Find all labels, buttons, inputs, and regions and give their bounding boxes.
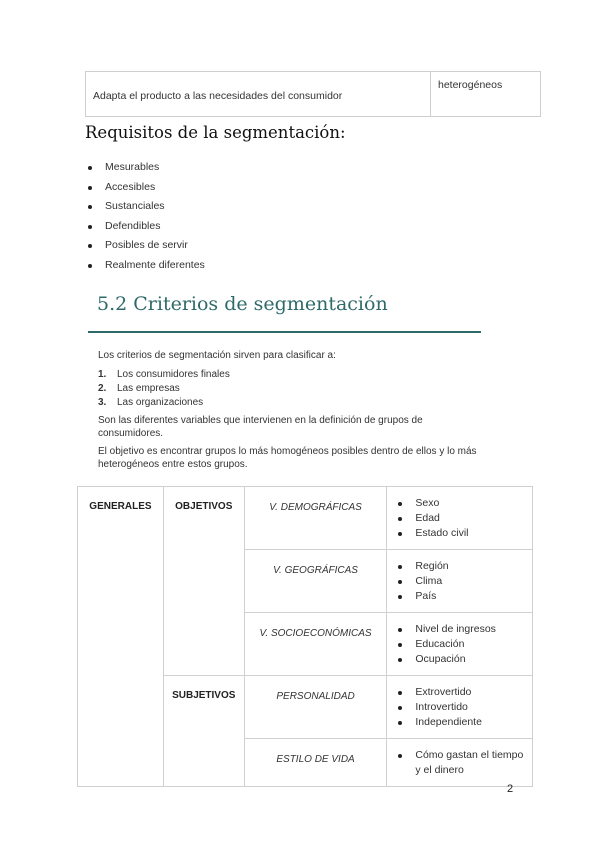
page-number: 2: [507, 783, 514, 795]
numbered-item: [98, 368, 478, 382]
numbered-item: [98, 382, 478, 396]
list-item: Realmente diferentes: [86, 256, 205, 276]
items-cell: [387, 676, 533, 739]
items-list: [397, 622, 528, 667]
objective-paragraph: El objetivo es encontrar grupos lo más homogéneos posibles dentro de ellos y lo más heterogéneos entre estos grupos.: [98, 446, 477, 470]
variable-cell: ESTILO DE VIDA: [244, 739, 387, 787]
list-item: Sustanciales: [86, 197, 205, 217]
items-list: [397, 748, 528, 778]
items-cell: [387, 613, 533, 676]
requisitos-title: Requisitos de la segmentación:: [85, 123, 346, 142]
items-list: [397, 496, 528, 541]
list-item: Cómo gastan el tiempo y el dinero: [397, 748, 528, 778]
section-title: 5.2 Criterios de segmentación: [97, 293, 388, 315]
subjetivos-cell: SUBJETIVOS: [163, 676, 244, 787]
item-text: Las organizaciones: [117, 397, 204, 408]
items-cell: [387, 550, 533, 613]
list-item: Ocupación: [397, 652, 528, 667]
list-item: País: [397, 589, 528, 604]
items-cell: [387, 739, 533, 787]
numbered-item: [98, 396, 478, 410]
list-item: Defendibles: [86, 217, 205, 237]
intro-paragraph: Los criterios de segmentación sirven para clasificar a:: [98, 350, 336, 361]
variable-cell: V. SOCIOECONÓMICAS: [244, 613, 387, 676]
list-item: Región: [397, 559, 528, 574]
numbered-list: [98, 368, 478, 410]
list-item: Clima: [397, 574, 528, 589]
section-intro: [98, 349, 478, 471]
list-item: Edad: [397, 511, 528, 526]
list-item: Educación: [397, 637, 528, 652]
items-list: [397, 559, 528, 604]
objetivos-cell: OBJETIVOS: [163, 487, 244, 676]
variable-cell: PERSONALIDAD: [244, 676, 387, 739]
list-item: Independiente: [397, 715, 528, 730]
definition-paragraph: Son las diferentes variables que intervienen en la definición de grupos de consumidores.: [98, 415, 423, 439]
requisitos-list: [86, 158, 205, 276]
list-item: Sexo: [397, 496, 528, 511]
item-number: 2.: [98, 383, 107, 394]
list-item: Mesurables: [86, 158, 205, 178]
item-text: Las empresas: [117, 383, 180, 394]
item-text: Los consumidores finales: [117, 369, 230, 380]
list-item: Estado civil: [397, 526, 528, 541]
generales-cell: GENERALES: [78, 487, 164, 787]
list-item: Introvertido: [397, 700, 528, 715]
item-number: 1.: [98, 369, 107, 380]
variable-cell: V. DEMOGRÁFICAS: [244, 487, 387, 550]
list-item: Accesibles: [86, 178, 205, 198]
top-table: [85, 71, 541, 117]
variable-cell: V. GEOGRÁFICAS: [244, 550, 387, 613]
item-number: 3.: [98, 397, 107, 408]
section-divider: [88, 331, 481, 333]
items-list: [397, 685, 528, 730]
top-table-left-cell: Adapta el producto a las necesidades del consumidor: [86, 72, 431, 117]
items-cell: [387, 487, 533, 550]
list-item: Nivel de ingresos: [397, 622, 528, 637]
list-item: Extrovertido: [397, 685, 528, 700]
criterios-table: [77, 486, 533, 787]
list-item: Posibles de servir: [86, 236, 205, 256]
top-table-right-cell: heterogéneos: [431, 72, 541, 117]
